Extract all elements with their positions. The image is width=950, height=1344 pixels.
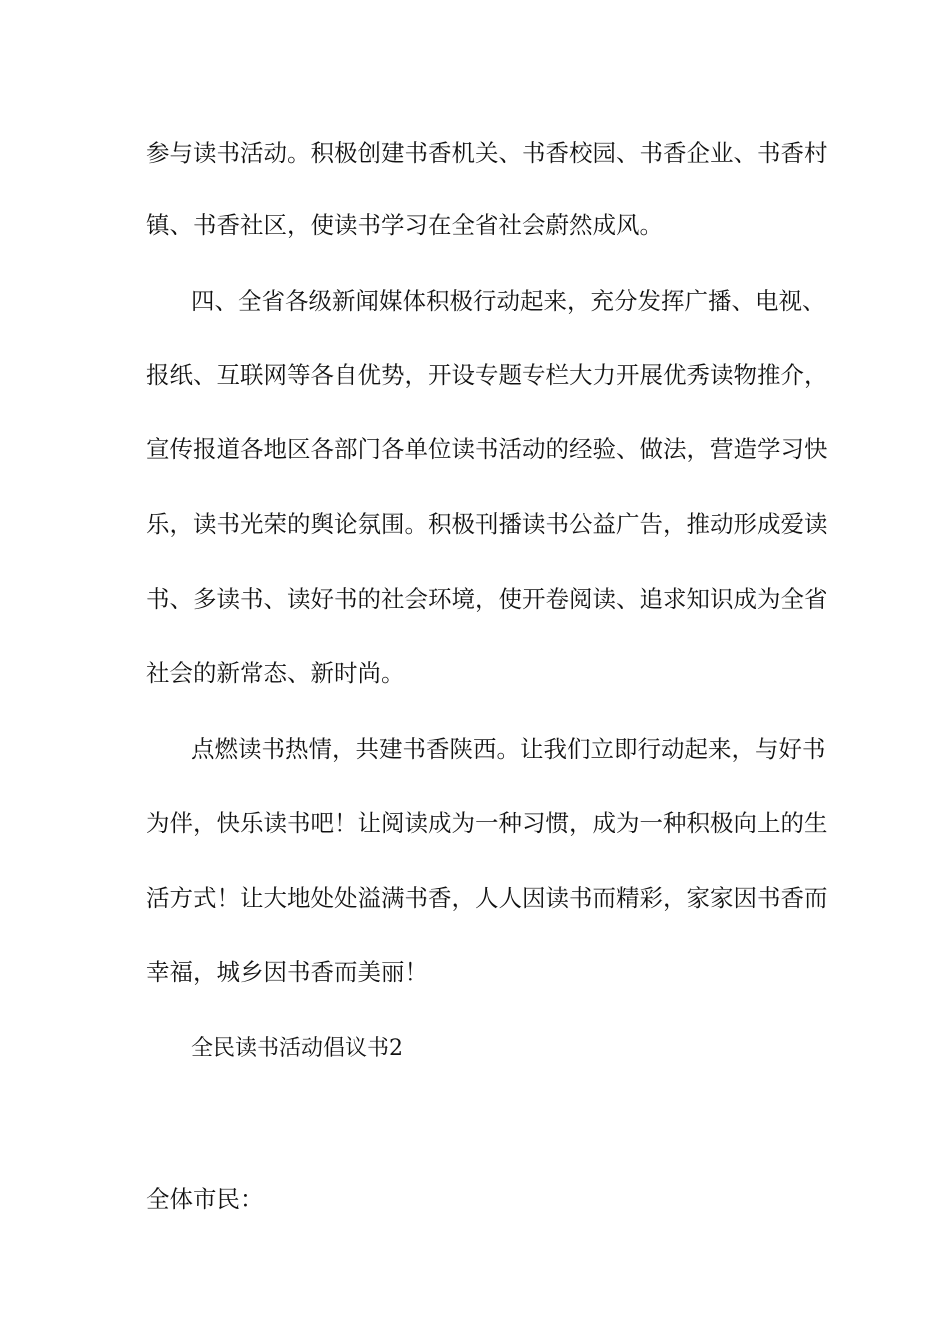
- paragraph-line: 社会的新常态、新时尚。: [146, 659, 405, 687]
- paragraph-line: 幸福，城乡因书香而美丽！: [146, 958, 428, 986]
- paragraph-line: 镇、书香社区，使读书学习在全省社会蔚然成风。: [146, 211, 663, 239]
- paragraph-line: 报纸、互联网等各自优势，开设专题专栏大力开展优秀读物推介，: [146, 361, 828, 389]
- paragraph-line: 乐，读书光荣的舆论氛围。积极刊播读书公益广告，推动形成爱读: [146, 510, 828, 538]
- salutation: 全体市民：: [146, 1185, 264, 1213]
- paragraph-line: 活方式！让大地处处溢满书香，人人因读书而精彩，家家因书香而: [146, 884, 828, 912]
- section-title: 全民读书活动倡议书2: [191, 1036, 403, 1061]
- paragraph-line: 参与读书活动。积极创建书香机关、书香校园、书香企业、书香村: [146, 139, 828, 167]
- paragraph-line: 宣传报道各地区各部门各单位读书活动的经验、做法，营造学习快: [146, 435, 828, 463]
- paragraph-line: 四、全省各级新闻媒体积极行动起来，充分发挥广播、电视、: [191, 287, 826, 315]
- paragraph-line: 点燃读书热情，共建书香陕西。让我们立即行动起来，与好书: [191, 735, 826, 763]
- paragraph-line: 书、多读书、读好书的社会环境，使开卷阅读、追求知识成为全省: [146, 585, 828, 613]
- paragraph-line: 为伴，快乐读书吧！让阅读成为一种习惯，成为一种积极向上的生: [146, 809, 828, 837]
